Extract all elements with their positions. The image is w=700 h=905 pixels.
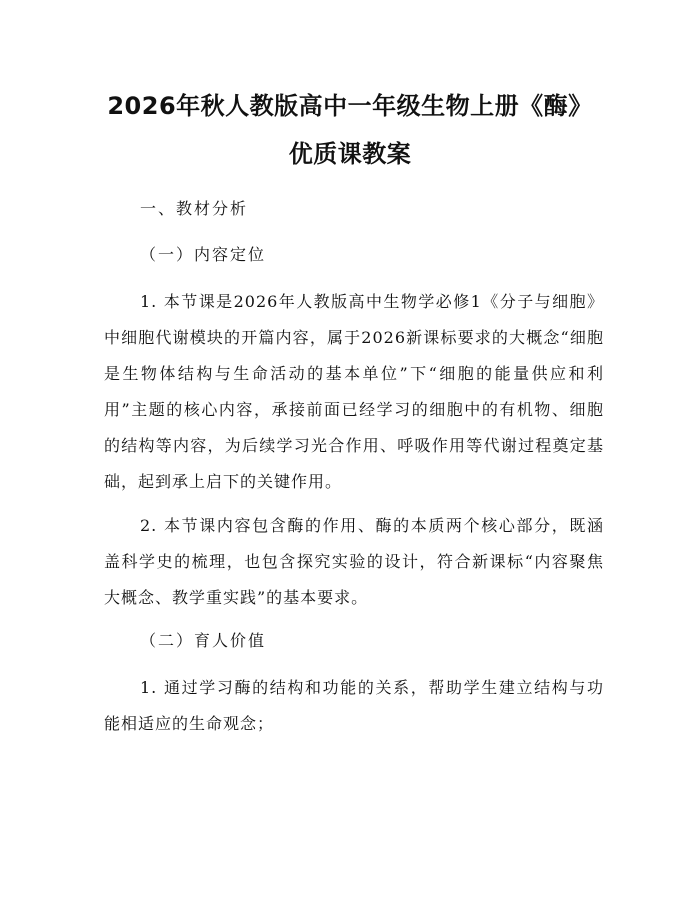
subsection-heading-content-positioning: （一）内容定位 <box>140 245 267 264</box>
document-title-line-2: 优质课教案 <box>288 140 412 168</box>
subsection-heading-educational-value: （二）育人价值 <box>140 631 267 650</box>
section-heading-textbook-analysis: 一、教材分析 <box>140 199 249 218</box>
document-title-line-1: 2026年秋人教版高中一年级生物上册《酶》 <box>107 92 593 120</box>
paragraph-content-positioning-1: 1. 本节课是2026年人教版高中生物学必修1《分子与细胞》中细胞代谢模块的开篇内容，属于2026新课标要求的大概念“细胞是生物体结构与生命活动的基本单位”下“细胞的能量供应和利用”主题的核心内容，承接前面已经学习的细胞中的有机物、细胞的结构等内容，为后续学习光合作用、呼吸作用等代谢过程奠定基础，起到承上启下的关键作用。 <box>104 292 604 491</box>
paragraph-content-positioning-2: 2. 本节课内容包含酶的作用、酶的本质两个核心部分，既涵盖科学史的梳理，也包含探究实验的设计，符合新课标“内容聚焦大概念、教学重实践”的基本要求。 <box>104 516 604 607</box>
paragraph-educational-value-1: 1. 通过学习酶的结构和功能的关系，帮助学生建立结构与功能相适应的生命观念； <box>104 678 604 733</box>
